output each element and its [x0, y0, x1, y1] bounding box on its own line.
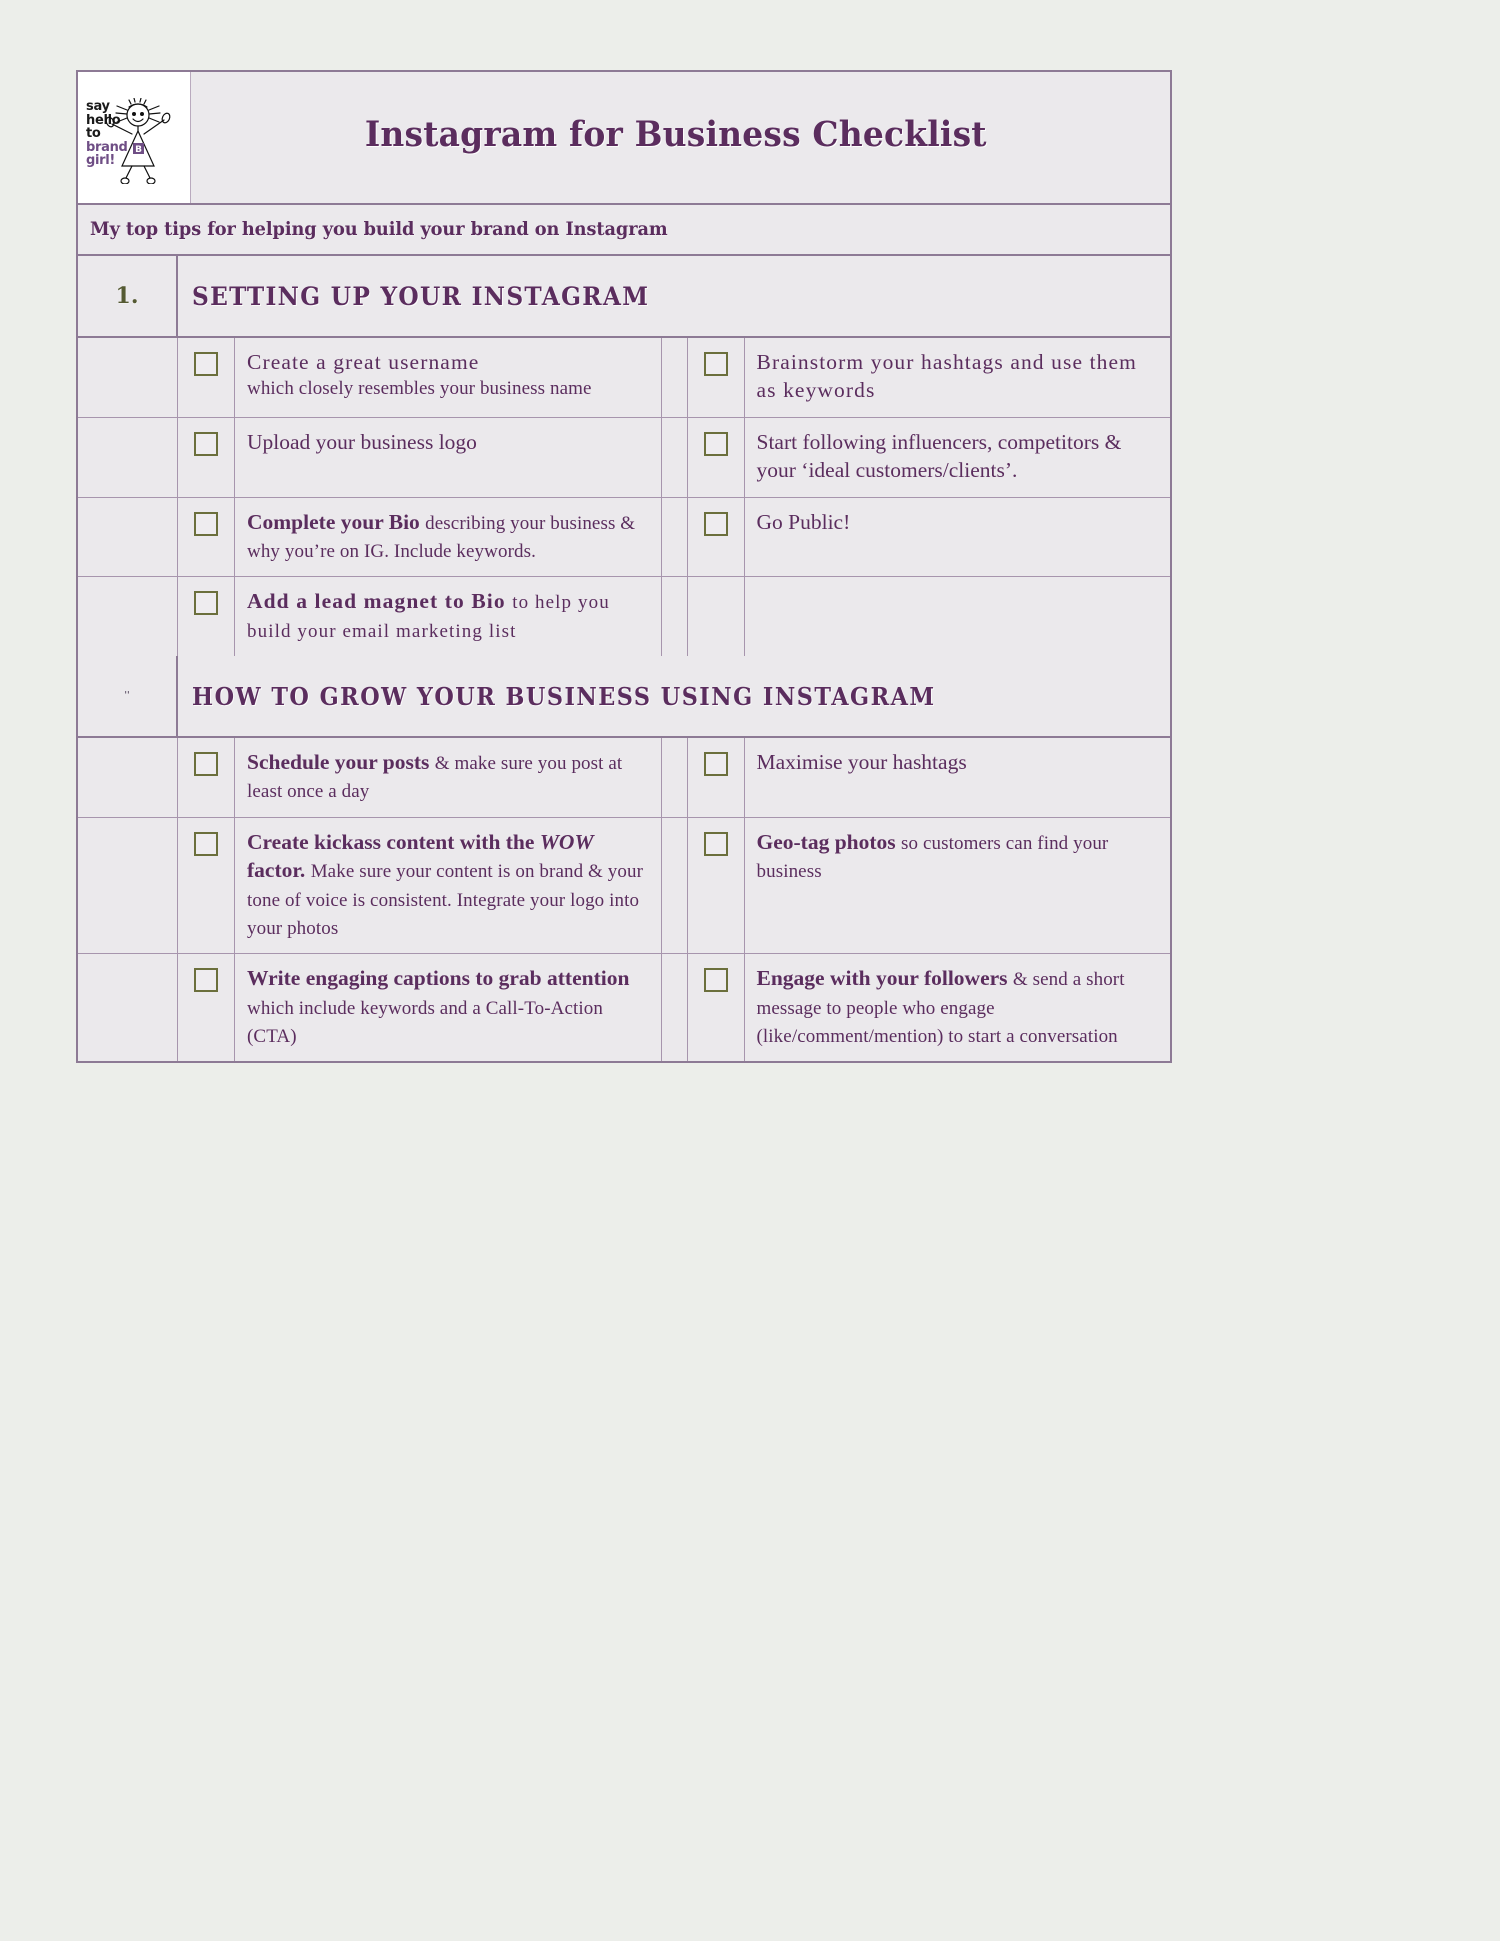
item-subtext: which closely resembles your business name [247, 378, 592, 400]
item-text [757, 828, 1161, 885]
item-lead: Complete your Bio [247, 509, 420, 534]
item-lead: Engage with your followers [756, 966, 1008, 991]
row-middle-spacer [662, 738, 688, 817]
item-text [247, 828, 651, 942]
item-lead: Go Public! [756, 509, 851, 534]
item-text-cell [745, 418, 1171, 497]
row-middle-spacer [662, 954, 688, 1061]
checkbox-icon[interactable] [704, 432, 728, 456]
item-lead: Maximise your hashtags [756, 750, 967, 774]
brand-logo [78, 72, 191, 203]
item-text-cell [235, 738, 662, 817]
item-subtext: & make sure you post at least once a day [247, 753, 623, 803]
row-middle-spacer [662, 818, 688, 954]
item-text-cell [235, 418, 662, 497]
checkbox-cell[interactable] [688, 498, 745, 577]
subtitle-row [78, 205, 1170, 256]
section-title: HOW TO GROW YOUR BUSINESS USING INSTAGRAM [192, 681, 936, 711]
page-subtitle: My top tips for helping you build your brand on Instagram [90, 219, 668, 240]
item-lead: Start following influencers, competitors & your ‘ideal customers/clients’. [756, 429, 1122, 483]
section-number: '' [124, 691, 130, 701]
logo-line-1: say [86, 99, 110, 114]
item-lead: Brainstorm your hashtags and use them as keywords [756, 350, 1137, 403]
item-text [247, 428, 651, 456]
section-number: 1. [115, 283, 139, 309]
item-text [757, 748, 1161, 776]
item-text-cell [235, 498, 662, 577]
checkbox-icon[interactable] [194, 591, 218, 615]
item-subtext: so customers can find your business [756, 832, 1109, 883]
row-middle-spacer [662, 577, 688, 656]
checklist-row [78, 498, 1170, 578]
checkbox-cell[interactable] [178, 418, 235, 497]
checklist-row [78, 577, 1170, 656]
row-middle-spacer [662, 418, 688, 497]
logo-line-3: to [86, 126, 101, 141]
item-text-cell [235, 338, 662, 417]
checkbox-cell[interactable] [688, 738, 745, 817]
section-title: SETTING UP YOUR INSTAGRAM [192, 281, 650, 311]
row-gutter [78, 498, 178, 577]
section-number-cell [78, 256, 178, 336]
item-text-empty [745, 577, 1171, 656]
item-text-cell [235, 954, 662, 1061]
checkbox-cell-empty [688, 577, 745, 656]
checkbox-cell[interactable] [688, 418, 745, 497]
checkbox-cell[interactable] [178, 954, 235, 1061]
checkbox-icon[interactable] [194, 512, 218, 536]
checkbox-cell[interactable] [178, 818, 235, 954]
item-text-cell [745, 738, 1171, 817]
item-lead: Geo-tag photos [756, 829, 896, 854]
item-subtext: & send a short message to people who engage (like/comment/mention) to start a conversation [756, 969, 1125, 1047]
checkbox-icon[interactable] [704, 752, 728, 776]
checklist-sheet [76, 70, 1172, 1063]
item-text-cell [235, 577, 662, 656]
section-title-cell [178, 656, 1170, 736]
row-gutter [78, 818, 178, 954]
item-lead: Add a lead magnet to Bio [247, 589, 506, 614]
checklist-row [78, 418, 1170, 498]
item-text-cell [235, 818, 662, 954]
item-lead-emphasis: WOW [539, 829, 594, 854]
item-subtext: describing your business & why you’re on IG. Include keywords. [247, 512, 636, 562]
row-gutter [78, 577, 178, 656]
checklist-row [78, 954, 1170, 1061]
logo-line-5: girl! [86, 153, 116, 168]
item-text [757, 508, 1161, 536]
item-text [757, 348, 1161, 405]
section-header-row [78, 656, 1170, 738]
logo-line-4: brand [86, 139, 128, 155]
item-text [247, 587, 651, 644]
row-gutter [78, 954, 178, 1061]
item-lead-prefix: Create kickass content with the [247, 829, 540, 854]
item-lead: Create a great username [247, 350, 480, 374]
item-text-cell [745, 338, 1171, 417]
item-subtext: Make sure your content is on brand & your tone of voice is consistent. Integrate your logo into your photos [247, 861, 643, 939]
row-gutter [78, 738, 178, 817]
item-text [247, 748, 651, 805]
checkbox-cell[interactable] [178, 498, 235, 577]
item-lead: Write engaging captions to grab attention [247, 966, 630, 991]
checkbox-cell[interactable] [688, 954, 745, 1061]
row-middle-spacer [662, 338, 688, 417]
checkbox-icon[interactable] [194, 968, 218, 992]
item-text [757, 428, 1161, 485]
row-gutter [78, 418, 178, 497]
row-middle-spacer [662, 498, 688, 577]
page-title: Instagram for Business Checklist [364, 114, 987, 155]
sections-container [78, 256, 1170, 1061]
checklist-row [78, 818, 1170, 955]
item-lead: Upload your business logo [247, 429, 477, 454]
section-header-row [78, 256, 1170, 338]
section-number-cell [78, 656, 178, 736]
checklist-section [78, 656, 1170, 1061]
title-cell [191, 72, 1170, 203]
item-lead: Schedule your posts [247, 750, 430, 774]
item-text [757, 964, 1161, 1049]
checkbox-icon[interactable] [704, 512, 728, 536]
checkbox-icon[interactable] [704, 832, 728, 856]
checkbox-cell[interactable] [688, 338, 745, 417]
stick-girl-icon [84, 98, 188, 184]
section-title-cell [178, 256, 1170, 336]
document-header [78, 72, 1170, 205]
checkbox-icon[interactable] [194, 832, 218, 856]
svg-text:B: B [135, 145, 142, 155]
item-text-cell [745, 818, 1171, 954]
item-lead-suffix: factor. [247, 858, 306, 883]
item-text [247, 508, 651, 565]
checklist-row [78, 338, 1170, 418]
checkbox-icon[interactable] [194, 432, 218, 456]
item-subtext: which include keywords and a Call-To-Action (CTA) [247, 997, 603, 1047]
checkbox-icon[interactable] [194, 752, 218, 776]
item-text-cell [745, 498, 1171, 577]
item-subtext: to help you build your email marketing list [247, 592, 610, 642]
item-text [247, 348, 651, 376]
checkbox-cell[interactable] [688, 818, 745, 954]
checkbox-icon[interactable] [194, 352, 218, 376]
checkbox-cell[interactable] [178, 738, 235, 817]
checkbox-cell[interactable] [178, 338, 235, 417]
item-text-cell [745, 954, 1171, 1061]
checkbox-icon[interactable] [704, 968, 728, 992]
checkbox-icon[interactable] [704, 352, 728, 376]
item-text [247, 964, 651, 1049]
checklist-section [78, 256, 1170, 656]
checkbox-cell[interactable] [178, 577, 235, 656]
row-gutter [78, 338, 178, 417]
checklist-row [78, 738, 1170, 818]
logo-line-2: hello [86, 112, 121, 128]
